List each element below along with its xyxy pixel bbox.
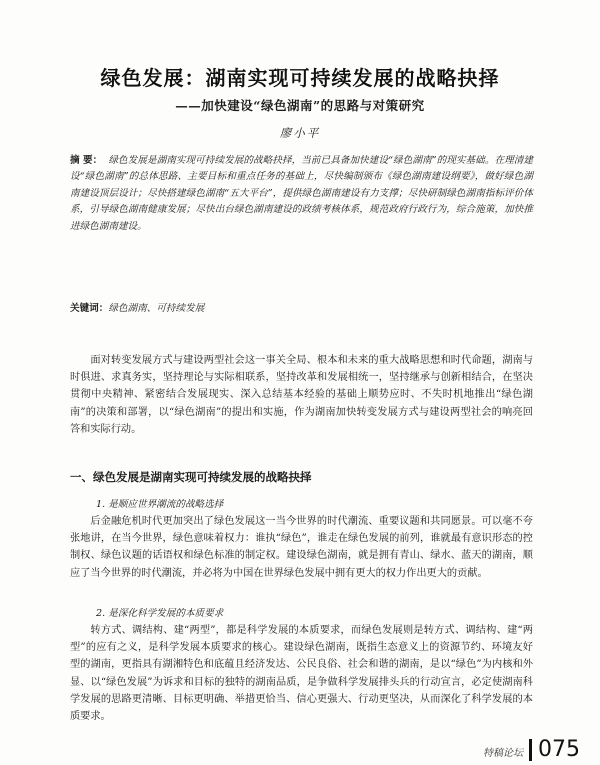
- page-number: 075: [538, 737, 580, 762]
- subheading-1: 1. 是顺应世界潮流的战略选择: [96, 499, 224, 510]
- footer-divider: [529, 739, 532, 761]
- keywords-label: 关键词：: [70, 303, 109, 314]
- body-paragraph-1: 后金融危机时代更加突出了绿色发展这一当今世界的时代潮流、重要议题和共同愿景。可以毫不夸张地讲，在当今世界，绿色意味着权力：谁执“绿色”，谁走在绿色发展的前列，谁就最有意识形态的控制权、绿色议题的话语权和绿色标准的制定权。建设绿色湖南，就是拥有青山、绿水、蓝天的湖南，顺应了当今世界的时代潮流，并必将为中国在世界绿色发展中拥有更大的权力作出更大的贡献。: [70, 516, 533, 579]
- section-heading: 一、绿色发展是湖南实现可持续发展的战略抉择: [70, 470, 312, 484]
- intro-paragraph: 面对转变发展方式与建设两型社会这一事关全局、根本和未来的重大战略思想和时代命题，湖南与时俱进、求真务实，坚持理论与实际相联系，坚持改革和发展相统一，坚持继承与创新相结合，在坚决贯彻中央精神、紧密结合发展现实、深入总结基本经验的基础上顺势应时、不失时机地推出“绿色湖南”的决策和部署，以“绿色湖南”的提出和实施，作为湖南加快转变发展方式与建设两型社会的响亮回答和实际行动。: [70, 355, 533, 435]
- keywords-text: 绿色湖南、可持续发展: [108, 303, 205, 314]
- abstract-text: 绿色发展是湖南实现可持续发展的战略抉择，当前已具备加快建设“绿色湖南”的现实基础。在理清建设“绿色湖南”的总体思路、主要目标和重点任务的基础上，尽快编制颁布《绿色湖南建设纲要》，做好绿色湖南建设顶层设计；尽快搭建绿色湖南“五大平台”，提供绿色湖南建设有力支撑；尽快研制绿色湖南指标评价体系，引导绿色湖南健康发展；尽快出台绿色湖南建设的政绩考核体系，规范政府行政行为，综合施策，加快推进绿色湖南建设。: [70, 155, 534, 232]
- journal-caption: 特稿论坛: [483, 748, 523, 759]
- abstract: [70, 153, 533, 235]
- article-subtitle: ——加快建设“绿色湖南”的思路与对策研究: [175, 98, 425, 113]
- keywords: [70, 300, 533, 314]
- body-paragraph-2: 转方式、调结构、建“两型”，都是科学发展的本质要求，而绿色发展则是转方式、调结构、建“两型”的应有之义，是科学发展本质要求的核心。建设绿色湖南，既指生态意义上的资源节约、环境友好型的湖南，更指具有湖湘特色和底蕴且经济发达、公民良俗、社会和谐的湖南，是以“绿色”为内核和外显、以“绿色发展”为诉求和目标的独特的湖南品质，是争做科学发展排头兵的行动宣言，必定使湖南科学发展的思路更清晰、目标更明确、举措更恰当、信心更强大、行动更坚决，从而深化了科学发展的本质要求。: [70, 625, 533, 723]
- abstract-label: 摘 要：: [70, 155, 103, 166]
- page-footer: [483, 739, 580, 761]
- author-name: 廖小平: [279, 126, 321, 140]
- subheading-2: 2. 是深化科学发展的本质要求: [96, 608, 224, 619]
- article-title: 绿色发展：湖南实现可持续发展的战略抉择: [100, 66, 500, 90]
